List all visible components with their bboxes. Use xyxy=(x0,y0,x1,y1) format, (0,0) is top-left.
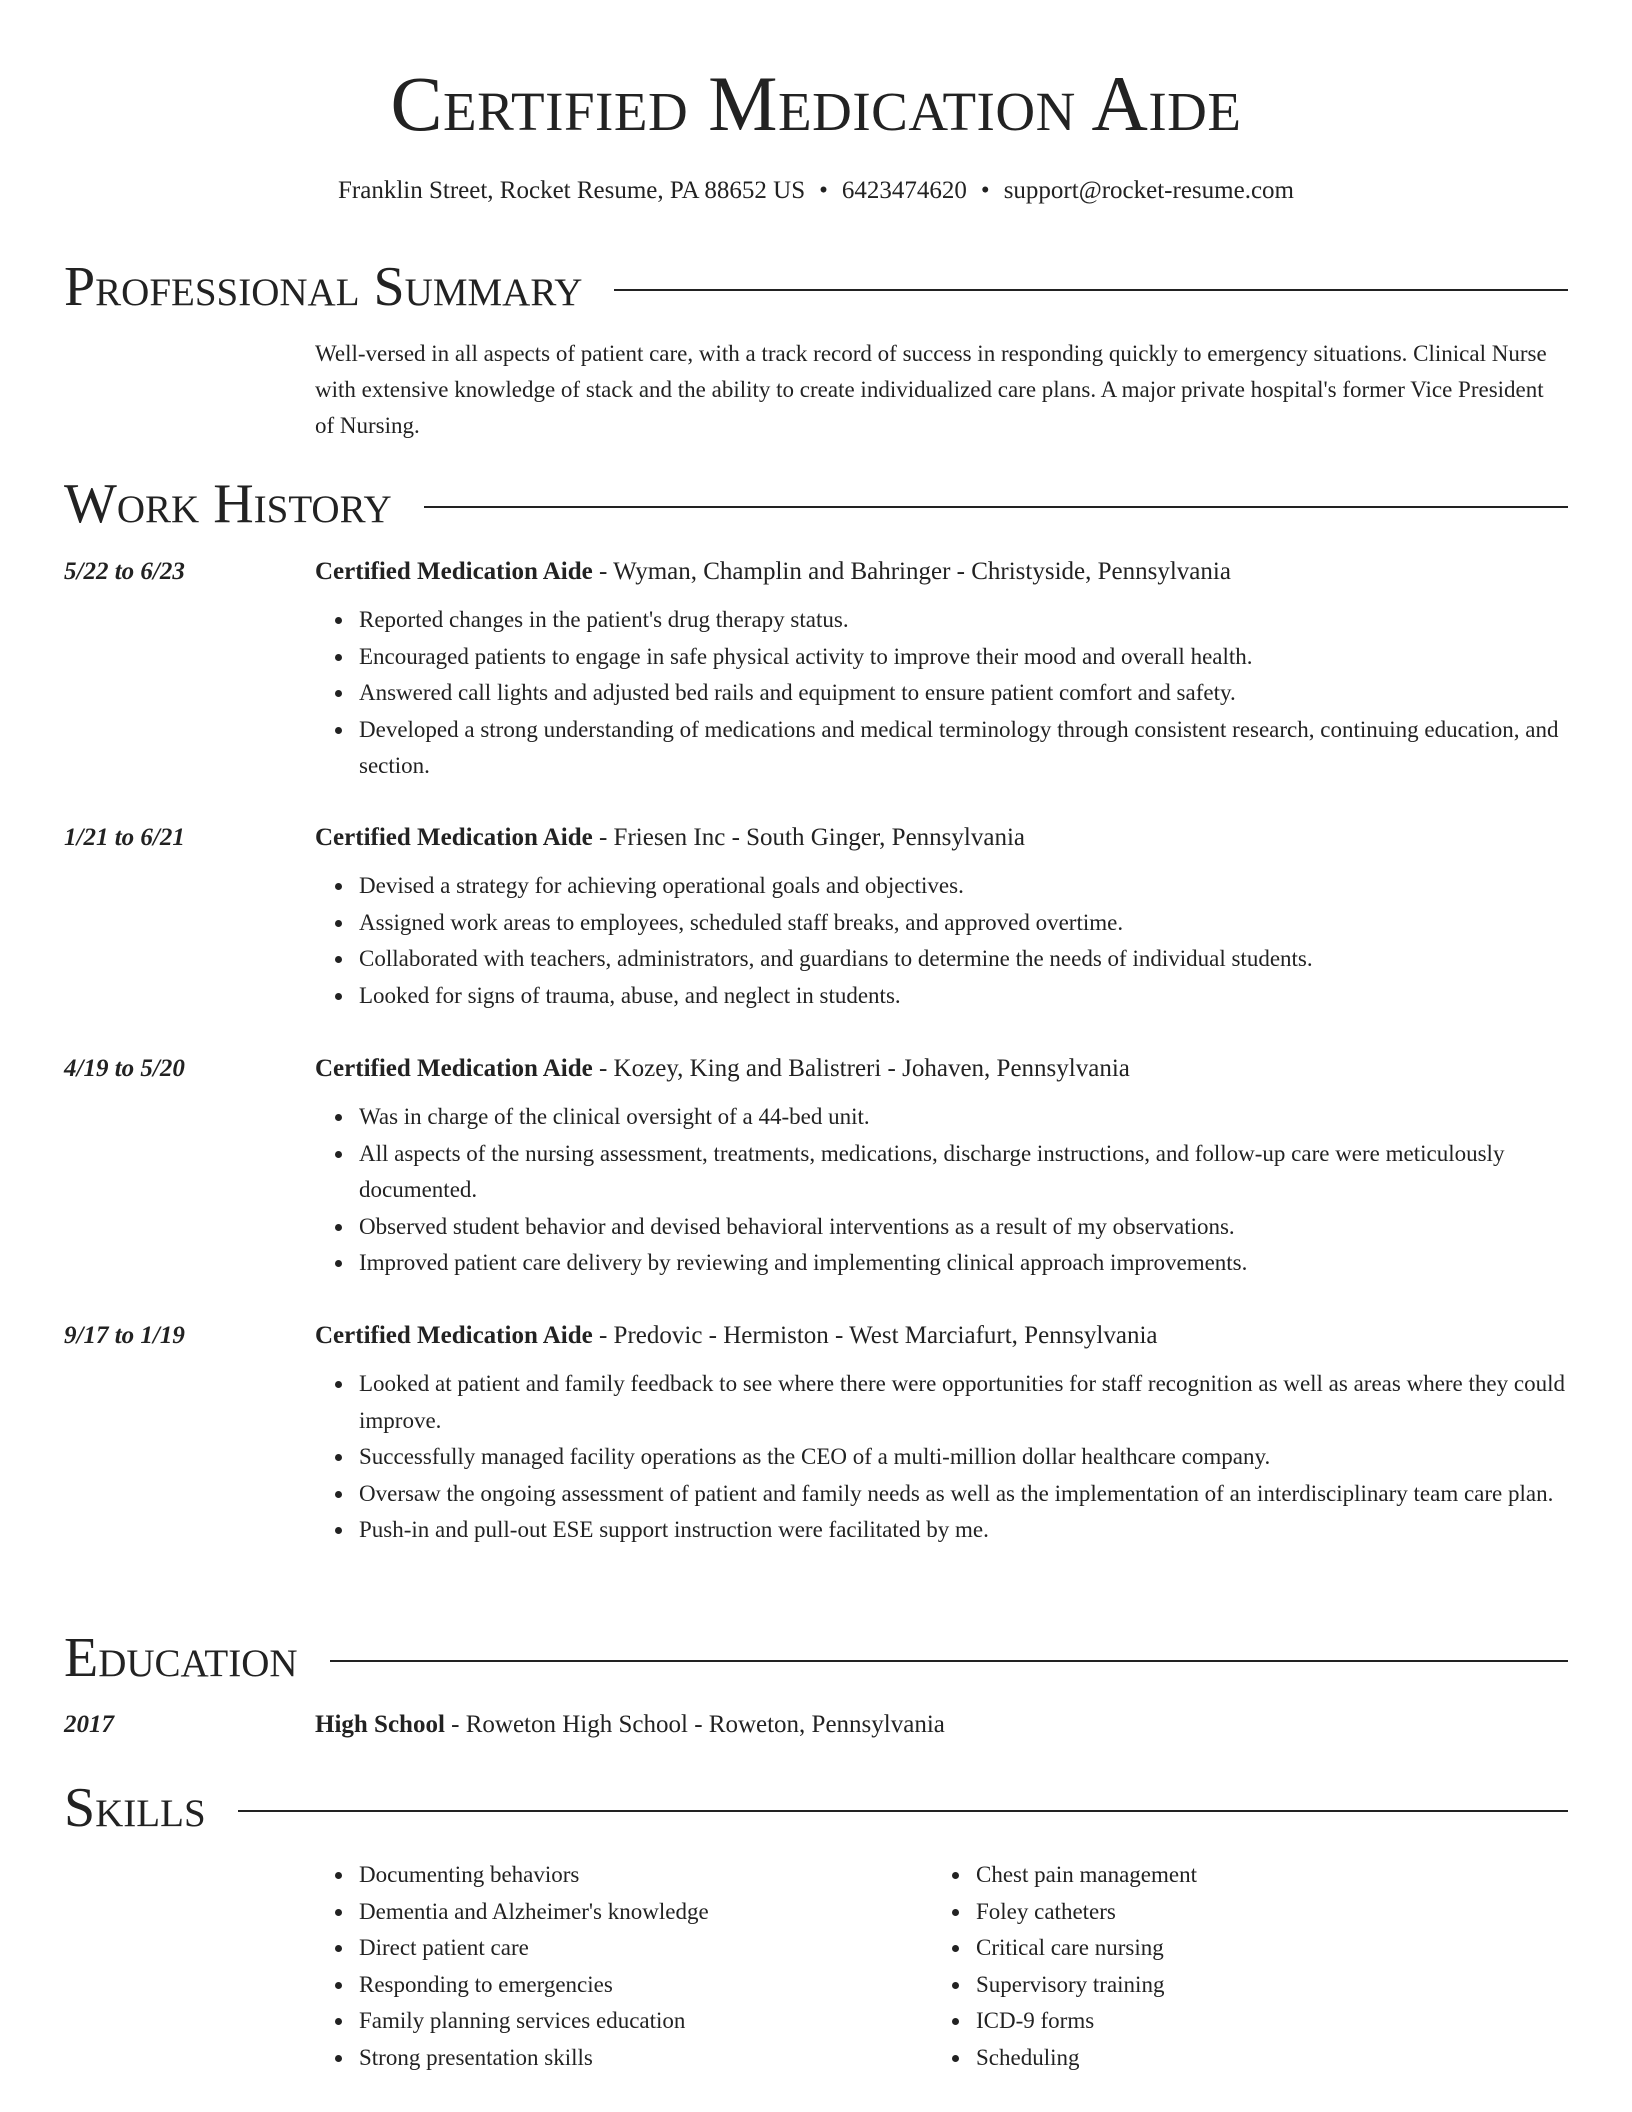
summary-section-header xyxy=(64,255,1568,319)
job-bullet: Looked at patient and family feedback to see where there were opportunities for staff recognition as well as areas where they could improve. xyxy=(359,1366,1568,1439)
skills-list-right xyxy=(932,1857,1549,2076)
job-dates: 5/22 to 6/23 xyxy=(64,558,185,585)
section-divider xyxy=(330,1660,1568,1662)
skill-item: Strong presentation skills xyxy=(359,2040,932,2077)
job-bullet: Assigned work areas to employees, scheduled staff breaks, and approved overtime. xyxy=(359,905,1568,942)
contact-separator: • xyxy=(819,177,828,204)
skills-list-left xyxy=(315,1857,932,2076)
job-dates: 1/21 to 6/21 xyxy=(64,824,185,851)
skill-item: Critical care nursing xyxy=(976,1930,1549,1967)
summary-heading: Professional Summary xyxy=(64,256,583,318)
section-divider xyxy=(238,1810,1568,1812)
job-bullet: Collaborated with teachers, administrators, and guardians to determine the needs of individual students. xyxy=(359,941,1568,978)
job-title-line xyxy=(315,1318,1568,1354)
job-employer: - Kozey, King and Balistreri - Johaven, Pennsylvania xyxy=(592,1055,1130,1082)
job-bullet: Observed student behavior and devised behavioral interventions as a result of my observations. xyxy=(359,1209,1568,1246)
skill-item: Dementia and Alzheimer's knowledge xyxy=(359,1894,932,1931)
education-line xyxy=(315,1707,1568,1743)
skill-item: Direct patient care xyxy=(359,1930,932,1967)
job-role: Certified Medication Aide xyxy=(315,824,593,851)
job-bullet: Successfully managed facility operations as the CEO of a multi-million dollar healthcare company. xyxy=(359,1439,1568,1476)
job-role: Certified Medication Aide xyxy=(315,558,593,585)
job-title-line xyxy=(315,820,1568,856)
work-heading: Work History xyxy=(64,473,392,535)
contact-separator: • xyxy=(980,177,990,204)
resume-name: Certified Medication Aide xyxy=(390,60,1242,147)
job-bullet: Developed a strong understanding of medications and medical terminology through consistent research, continuing education, and section. xyxy=(359,712,1568,785)
job-bullet: Reported changes in the patient's drug therapy status. xyxy=(359,602,1568,639)
education-heading: Education xyxy=(64,1627,298,1689)
summary-text: Well-versed in all aspects of patient care, with a track record of success in responding quickly to emergency situations. Clinical Nurse with extensive knowledge of stack and the ability to create individualized care plans. A major private hospital's former Vice President of Nursing. xyxy=(315,341,1547,438)
job-bullet: Devised a strategy for achieving operational goals and objectives. xyxy=(359,868,1568,905)
job-bullet: Improved patient care delivery by reviewing and implementing clinical approach improvements. xyxy=(359,1245,1568,1282)
job-bullet: Answered call lights and adjusted bed rails and equipment to ensure patient comfort and safety. xyxy=(359,675,1568,712)
skills-section-header xyxy=(64,1776,1568,1840)
job-bullet: Push-in and pull-out ESE support instruction were facilitated by me. xyxy=(359,1512,1568,1549)
contact-email: support@rocket-resume.com xyxy=(1003,177,1294,204)
education-section-header xyxy=(64,1626,1568,1690)
job-role: Certified Medication Aide xyxy=(315,1322,593,1349)
job-bullet: Was in charge of the clinical oversight of a 44-bed unit. xyxy=(359,1099,1568,1136)
education-degree: High School xyxy=(315,1711,445,1738)
job-bullets xyxy=(315,1366,1568,1549)
skill-item: Documenting behaviors xyxy=(359,1857,932,1894)
skill-item: Supervisory training xyxy=(976,1967,1549,2004)
job-dates: 4/19 to 5/20 xyxy=(64,1055,185,1082)
job-bullet: Encouraged patients to engage in safe physical activity to improve their mood and overall health. xyxy=(359,639,1568,676)
job-bullets xyxy=(315,868,1568,1014)
education-school: - Roweton High School - Roweton, Pennsylvania xyxy=(444,1711,945,1738)
skill-item: Scheduling xyxy=(976,2040,1549,2077)
section-divider xyxy=(614,289,1568,291)
job-title-line xyxy=(315,1051,1568,1087)
job-role: Certified Medication Aide xyxy=(315,1055,593,1082)
contact-address: Franklin Street, Rocket Resume, PA 88652 US xyxy=(338,177,806,204)
job-bullet: Oversaw the ongoing assessment of patient and family needs as well as the implementation of an interdisciplinary team care plan. xyxy=(359,1476,1568,1513)
work-section-header xyxy=(64,472,1568,536)
job-bullets xyxy=(315,602,1568,785)
skill-item: Chest pain management xyxy=(976,1857,1549,1894)
job-employer: - Predovic - Hermiston - West Marciafurt, Pennsylvania xyxy=(592,1322,1158,1349)
skills-columns xyxy=(315,1857,1568,2076)
skill-item: Foley catheters xyxy=(976,1894,1549,1931)
contact-phone: 6423474620 xyxy=(841,177,967,204)
section-divider xyxy=(424,506,1568,508)
education-year: 2017 xyxy=(64,1711,114,1738)
job-dates: 9/17 to 1/19 xyxy=(64,1322,185,1349)
job-employer: - Friesen Inc - South Ginger, Pennsylvania xyxy=(592,824,1025,851)
skill-item: Family planning services education xyxy=(359,2003,932,2040)
skills-heading: Skills xyxy=(64,1777,206,1839)
contact-line xyxy=(0,176,1632,206)
skill-item: ICD-9 forms xyxy=(976,2003,1549,2040)
skill-item: Responding to emergencies xyxy=(359,1967,932,2004)
job-bullet: Looked for signs of trauma, abuse, and neglect in students. xyxy=(359,978,1568,1015)
job-employer: - Wyman, Champlin and Bahringer - Christyside, Pennsylvania xyxy=(592,558,1231,585)
job-bullet: All aspects of the nursing assessment, treatments, medications, discharge instructions, and follow-up care were meticulously documented. xyxy=(359,1136,1568,1209)
job-bullets xyxy=(315,1099,1568,1282)
job-title-line xyxy=(315,554,1568,590)
